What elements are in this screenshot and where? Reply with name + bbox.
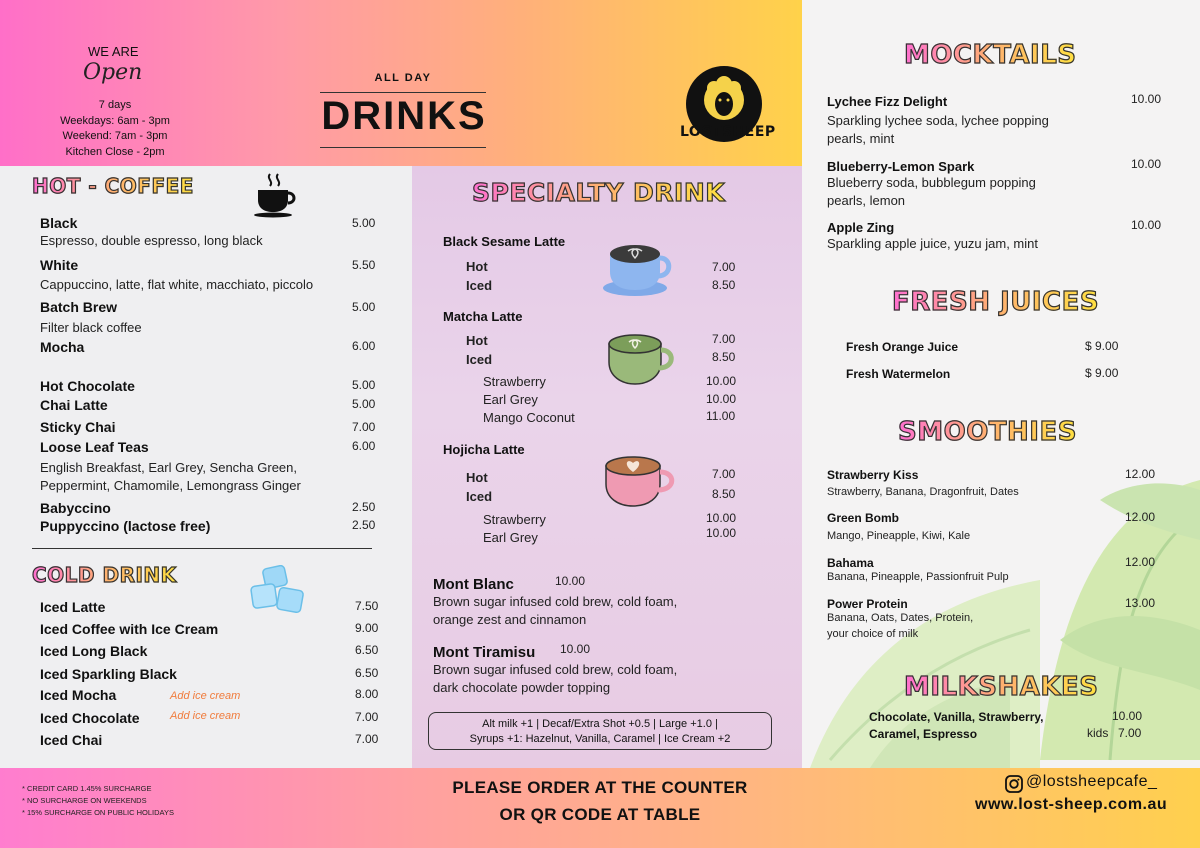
menu-item-price: 7.00 <box>355 710 379 724</box>
menu-item-price: 8.00 <box>355 687 379 701</box>
menu-item-desc: dark chocolate powder topping <box>433 680 611 695</box>
menu-item-desc: English Breakfast, Earl Grey, Sencha Green, <box>40 460 297 475</box>
note-line: * CREDIT CARD 1.45% SURCHARGE <box>22 784 152 793</box>
menu-item-price: $ 9.00 <box>1085 366 1119 380</box>
menu-item-price: 10.00 <box>1131 92 1162 106</box>
menu-item-price: 10.00 <box>1112 709 1143 723</box>
menu-item-desc: Filter black coffee <box>40 320 142 335</box>
order-instructions <box>400 774 800 828</box>
menu-item-name: Green Bomb <box>827 511 900 525</box>
note-line: * 15% SURCHARGE ON PUBLIC HOLIDAYS <box>22 808 174 817</box>
menu-item-name: Hot Chocolate <box>40 378 135 394</box>
menu-item-name: Babyccino <box>40 500 111 516</box>
flavour-label: Earl Grey <box>483 392 538 407</box>
kids-label: kids <box>1087 726 1109 740</box>
menu-item-desc: Cappuccino, latte, flat white, macchiato, piccolo <box>40 277 314 292</box>
menu-item-price: 10.00 <box>560 642 591 656</box>
specialty-drink-title: SPECIALTY DRINK <box>472 178 726 207</box>
menu-item-price: 10.00 <box>555 574 586 588</box>
logo-text: LOSTSHEEP <box>680 124 776 140</box>
flavour-label: Earl Grey <box>483 530 538 545</box>
website-link[interactable]: www.lost-sheep.com.au <box>975 796 1168 813</box>
menu-item-price: $ 9.00 <box>1085 339 1119 353</box>
menu-item-desc: your choice of milk <box>827 628 919 640</box>
ice-cubes-icon <box>250 565 306 617</box>
menu-item-price: 6.50 <box>355 666 379 680</box>
menu-item-price: 10.00 <box>706 374 737 388</box>
menu-item-price: 11.00 <box>706 409 736 423</box>
size-label: Iced <box>466 278 493 293</box>
add-ice-cream-note: Add ice cream <box>170 690 241 702</box>
size-label: Hot <box>466 333 488 348</box>
menu-item-price: 7.50 <box>355 599 379 613</box>
menu-item-desc: Blueberry soda, bubblegum popping <box>827 175 1036 190</box>
page-title: DRINKS <box>321 94 487 138</box>
hours-line: 7 days <box>98 99 132 111</box>
black-sesame-latte-cup-icon <box>600 236 674 298</box>
menu-item-price: 8.50 <box>712 487 736 501</box>
menu-item-desc: Brown sugar infused cold brew, cold foam, <box>433 594 678 609</box>
menu-item-price: 6.00 <box>352 339 376 353</box>
menu-item-name: Strawberry Kiss <box>827 468 919 482</box>
menu-item-desc: Banana, Oats, Dates, Protein, <box>827 612 974 624</box>
instagram-icon <box>1005 775 1023 793</box>
coffee-cup-icon <box>252 172 298 218</box>
menu-item-price: 10.00 <box>1131 157 1162 171</box>
menu-item-name: Mont Tiramisu <box>433 644 536 661</box>
extras-line: Syrups +1: Hazelnut, Vanilla, Caramel | Ice Cream +2 <box>469 733 731 745</box>
menu-item-price: 9.00 <box>355 621 379 635</box>
note-line: * NO SURCHARGE ON WEEKENDS <box>22 796 147 805</box>
menu-item-price: 10.00 <box>706 526 737 540</box>
menu-item-price: 5.00 <box>352 216 376 230</box>
menu-item-name: Power Protein <box>827 597 908 611</box>
menu-item-desc: Strawberry, Banana, Dragonfruit, Dates <box>827 486 1019 498</box>
size-label: Iced <box>466 489 493 504</box>
menu-item-desc: pearls, lemon <box>827 193 906 208</box>
flavour-label: Strawberry <box>483 512 546 527</box>
menu-item-name: Puppyccino (lactose free) <box>40 518 211 534</box>
menu-item-name: Iced Chocolate <box>40 710 140 726</box>
extras-line: Alt milk +1 | Decaf/Extra Shot +0.5 | Large +1.0 | <box>482 718 718 730</box>
hojicha-latte-cup-icon <box>600 450 680 512</box>
hours-line: Weekdays: 6am - 3pm <box>60 114 170 127</box>
opening-hours <box>40 98 190 160</box>
menu-item-name: Black Sesame Latte <box>443 234 566 249</box>
menu-item-desc: Peppermint, Chamomile, Lemongrass Ginger <box>40 478 301 493</box>
menu-item-name: Iced Sparkling Black <box>40 666 177 682</box>
menu-item-desc: Sparkling lychee soda, lychee popping <box>827 113 1049 128</box>
menu-item-price: 7.00 <box>712 467 736 481</box>
surcharge-notes <box>22 783 174 819</box>
milkshake-flavours: Chocolate, Vanilla, Strawberry, <box>869 710 1044 724</box>
menu-item-price: 7.00 <box>712 260 736 274</box>
menu-item-desc: Mango, Pineapple, Kiwi, Kale <box>827 530 971 542</box>
menu-item-name: Hojicha Latte <box>443 442 525 457</box>
order-line: OR QR CODE AT TABLE <box>499 805 701 824</box>
menu-item-price: 5.00 <box>352 300 376 314</box>
menu-item-price: 5.50 <box>352 258 376 272</box>
menu-item-name: White <box>40 257 79 273</box>
menu-item-price: 6.00 <box>352 439 376 453</box>
menu-item-price: 12.00 <box>1125 510 1156 524</box>
menu-item-name: Fresh Orange Juice <box>846 340 959 354</box>
menu-item-name: Iced Latte <box>40 599 106 615</box>
menu-item-desc: Espresso, double espresso, long black <box>40 233 263 248</box>
we-are-label: WE ARE <box>88 44 139 59</box>
divider <box>320 147 486 148</box>
menu-item-name: Bahama <box>827 556 874 570</box>
menu-item-desc: Sparkling apple juice, yuzu jam, mint <box>827 236 1038 251</box>
milkshakes-title: MILKSHAKES <box>904 672 1099 702</box>
menu-item-price: 7.00 <box>352 420 376 434</box>
menu-item-name: Blueberry-Lemon Spark <box>827 159 975 174</box>
menu-item-name: Iced Coffee with Ice Cream <box>40 621 219 637</box>
menu-item-price: 8.50 <box>712 278 736 292</box>
menu-item-name: Loose Leaf Teas <box>40 439 149 455</box>
order-line: PLEASE ORDER AT THE COUNTER <box>452 778 748 797</box>
size-label: Hot <box>466 470 488 485</box>
menu-item-price: 7.00 <box>355 732 379 746</box>
menu-item-name: Apple Zing <box>827 220 895 235</box>
menu-item-price: 10.00 <box>706 392 737 406</box>
menu-item-desc: Brown sugar infused cold brew, cold foam, <box>433 662 678 677</box>
extras-box <box>428 712 772 750</box>
menu-item-price: 2.50 <box>352 500 376 514</box>
divider <box>32 548 372 549</box>
milkshake-flavours: Caramel, Espresso <box>869 727 978 741</box>
divider <box>320 92 486 93</box>
hours-line: Weekend: 7am - 3pm <box>62 130 168 142</box>
menu-item-price: 8.50 <box>712 350 736 364</box>
menu-item-name: Fresh Watermelon <box>846 367 951 381</box>
size-label: Hot <box>466 259 488 274</box>
menu-item-price: 7.00 <box>1118 726 1142 740</box>
menu-item-price: 10.00 <box>706 511 737 525</box>
menu-item-name: Mocha <box>40 339 85 355</box>
menu-item-name: Lychee Fizz Delight <box>827 94 948 109</box>
menu-item-price: 12.00 <box>1125 555 1156 569</box>
menu-item-price: 7.00 <box>712 332 736 346</box>
instagram-handle[interactable]: @lostsheepcafe_ <box>1026 773 1158 790</box>
menu-item-name: Iced Chai <box>40 732 103 748</box>
hours-line: Kitchen Close - 2pm <box>65 145 165 158</box>
mocktails-title: MOCKTAILS <box>904 40 1077 70</box>
menu-item-name: Mont Blanc <box>433 576 514 593</box>
hot-coffee-title: HOT - COFFEE <box>32 174 194 198</box>
menu-item-name: Batch Brew <box>40 299 118 315</box>
menu-item-price: 10.00 <box>1131 218 1162 232</box>
menu-item-price: 5.00 <box>352 397 376 411</box>
smoothies-title: SMOOTHIES <box>898 417 1077 447</box>
fresh-juices-title: FRESH JUICES <box>892 287 1100 317</box>
menu-item-name: Chai Latte <box>40 397 108 413</box>
menu-item-desc: Banana, Pineapple, Passionfruit Pulp <box>827 571 1009 583</box>
menu-item-desc: pearls, mint <box>827 131 895 146</box>
open-label: Open <box>83 60 143 85</box>
cold-drink-title: COLD DRINK <box>32 563 177 587</box>
menu-item-name: Sticky Chai <box>40 419 116 435</box>
menu-item-name: Black <box>40 215 78 231</box>
menu-item-price: 5.00 <box>352 378 376 392</box>
matcha-latte-cup-icon <box>603 330 677 390</box>
menu-item-price: 13.00 <box>1125 596 1156 610</box>
menu-item-price: 2.50 <box>352 518 376 532</box>
menu-item-name: Matcha Latte <box>443 309 523 324</box>
menu-item-name: Iced Mocha <box>40 687 117 703</box>
all-day-label: ALL DAY <box>374 72 432 84</box>
size-label: Iced <box>466 352 493 367</box>
menu-item-price: 6.50 <box>355 643 379 657</box>
menu-item-desc: orange zest and cinnamon <box>433 612 587 627</box>
flavour-label: Strawberry <box>483 374 546 389</box>
menu-item-price: 12.00 <box>1125 467 1156 481</box>
menu-item-name: Iced Long Black <box>40 643 148 659</box>
flavour-label: Mango Coconut <box>483 410 575 425</box>
add-ice-cream-note: Add ice cream <box>170 710 241 722</box>
